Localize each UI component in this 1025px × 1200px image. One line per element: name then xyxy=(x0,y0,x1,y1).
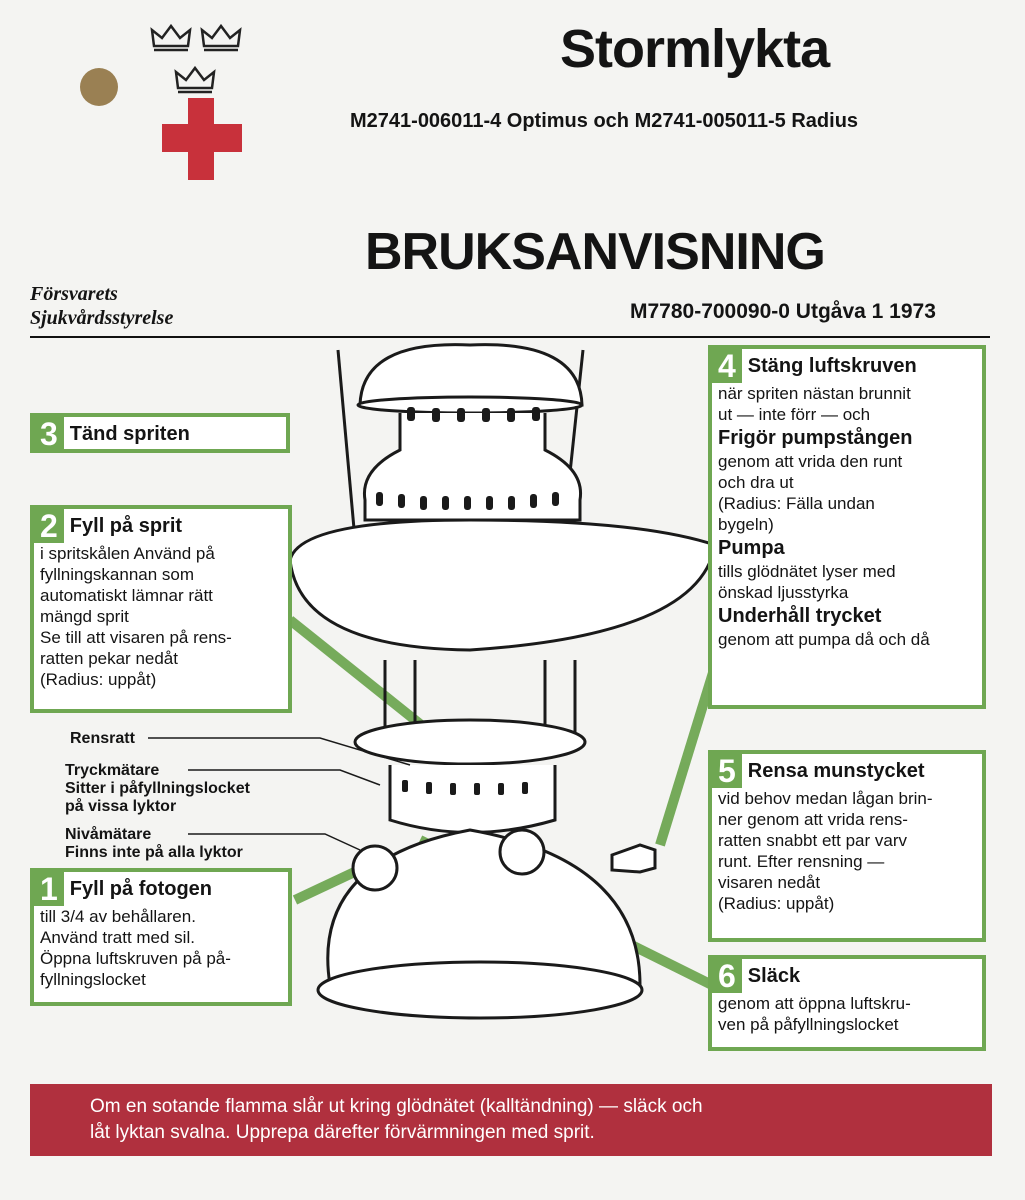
step-4-text: när spriten nästan brunnit ut — inte förr — och Frigör pumpstången genom att vrida den runt och dra ut (Radius: Fälla undan bygeln) Pumpa tills glödnätet lyser med önskad ljusstyrka Underhåll trycket genom att pumpa då och då xyxy=(712,383,982,650)
agency-name: Försvarets Sjukvårdsstyrelse xyxy=(30,283,174,329)
step-4-subtitle-pump: Pumpa xyxy=(718,537,785,559)
step-5-number: 5 xyxy=(712,754,742,788)
step-1-title: Fyll på fotogen xyxy=(69,877,213,900)
warning-banner xyxy=(30,1084,992,1156)
step-1-text: till 3/4 av behållaren. Använd tratt med sil. Öppna luftskruven på på- fyllningslocket xyxy=(40,907,231,989)
step-6-number: 6 xyxy=(712,959,742,993)
step-6-box xyxy=(708,955,986,1051)
label-nivamatare: Nivåmätare Finns inte på alla lyktor xyxy=(65,826,243,861)
step-4-box xyxy=(708,345,986,709)
step-3-number: 3 xyxy=(34,417,64,451)
step-5-text: vid behov medan lågan brin- ner genom att vrida rens- ratten snabbt ett par varv runt. Efter rensning — visaren nedåt (Radius: uppåt) xyxy=(718,789,933,913)
step-2-text: i spritskålen Använd på fyllningskannan som automatiskt lämnar rätt mängd sprit Se till att visaren på rens- ratten pekar nedåt (Radius: uppåt) xyxy=(40,544,232,689)
step-6-title: Släck xyxy=(747,964,801,987)
step-1-number: 1 xyxy=(34,872,64,906)
step-4-subtitle-pressure: Underhåll trycket xyxy=(718,605,882,627)
label-tryckmatare: Tryckmätare Sitter i påfyllningslocket på vissa lyktor xyxy=(65,762,250,815)
step-2-number: 2 xyxy=(34,509,64,543)
step-5-title: Rensa munstycket xyxy=(747,759,925,782)
step-2-box xyxy=(30,505,292,713)
step-4-subtitle-release: Frigör pumpstången xyxy=(718,427,913,449)
warning-line-2: låt lyktan svalna. Upprepa därefter förvärmningen med sprit. xyxy=(90,1122,595,1143)
warning-line-1: Om en sotande flamma slår ut kring glödnätet (kalltändning) — släck och xyxy=(90,1096,703,1117)
step-3-box xyxy=(30,413,290,453)
instructions-heading: BRUKSANVISNING xyxy=(365,223,825,281)
step-2-title: Fyll på sprit xyxy=(69,514,183,537)
document-number: M7780-700090-0 Utgåva 1 1973 xyxy=(630,300,936,323)
card-title: Stormlykta xyxy=(560,19,830,79)
step-1-box xyxy=(30,868,292,1006)
step-4-number: 4 xyxy=(712,349,742,383)
step-3-title: Tänd spriten xyxy=(69,422,190,445)
step-5-box xyxy=(708,750,986,942)
step-6-text: genom att öppna luftskru- ven på påfyllningslocket xyxy=(718,994,911,1034)
label-rensratt: Rensratt xyxy=(70,730,135,747)
model-numbers: M2741-006011-4 Optimus och M2741-005011-5 Radius xyxy=(350,110,859,132)
step-4-title: Stäng luftskruven xyxy=(747,354,917,377)
